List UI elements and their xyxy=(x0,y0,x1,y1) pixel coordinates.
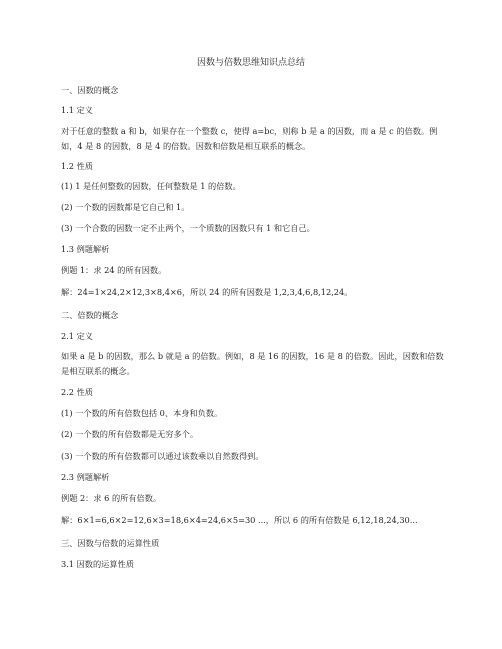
subsection-2-1: 2.1 定义 xyxy=(61,331,93,341)
subsection-1-3: 1.3 例题解析 xyxy=(61,244,110,254)
document-title: 因数与倍数思维知识点总结 xyxy=(196,58,305,68)
subsection-2-2: 2.2 性质 xyxy=(61,387,93,397)
property-2-3: (3) 一个数的所有倍数都可以通过该数乘以自然数得到。 xyxy=(61,451,264,461)
solution-2: 解：6×1=6,6×2=12,6×3=18,6×4=24,6×5=30 ...，所以 6 的所有倍数是 6,12,18,24,30... xyxy=(61,515,418,525)
property-2-1: (1) 一个数的所有倍数包括 0、本身和负数。 xyxy=(61,408,223,418)
paragraph-definition-1: 对于任意的整数 a 和 b，如果存在一个整数 c，使得 a=bc，则称 b 是 a 的因数，而 a 是 c 的倍数。例如，4 是 8 的因数，8 是 4 的倍数。因数和倍数是相互联系的概念。 xyxy=(61,126,438,151)
section-heading-2: 二、倍数的概念 xyxy=(61,310,119,320)
property-2-2: (2) 一个数的所有倍数都是无穷多个。 xyxy=(61,429,199,439)
property-1-1: (1) 1 是任何整数的因数，任何整数是 1 的倍数。 xyxy=(61,181,241,191)
paragraph-definition-2: 如果 a 是 b 的因数，那么 b 就是 a 的倍数。例如，8 是 16 的因数，16 是 8 的倍数。因此，因数和倍数是相互联系的概念。 xyxy=(61,351,444,376)
subsection-3-1: 3.1 因数的运算性质 xyxy=(61,559,134,569)
property-1-3: (3) 一个合数的因数一定不止两个，一个质数的因数只有 1 和它自己。 xyxy=(61,223,315,233)
section-heading-3: 三、因数与倍数的运算性质 xyxy=(61,538,160,548)
solution-1: 解：24=1×24,2×12,3×8,4×6，所以 24 的所有因数是 1,2,3,4,6,8,12,24。 xyxy=(61,287,353,297)
subsection-1-1: 1.1 定义 xyxy=(61,105,93,115)
example-2: 例题 2：求 6 的所有倍数。 xyxy=(61,493,162,503)
section-heading-1: 一、因数的概念 xyxy=(61,85,119,95)
subsection-2-3: 2.3 例题解析 xyxy=(61,472,110,482)
subsection-1-2: 1.2 性质 xyxy=(61,161,93,171)
example-1: 例题 1：求 24 的所有因数。 xyxy=(61,265,167,275)
property-1-2: (2) 一个数的因数都是它自己和 1。 xyxy=(61,202,190,212)
